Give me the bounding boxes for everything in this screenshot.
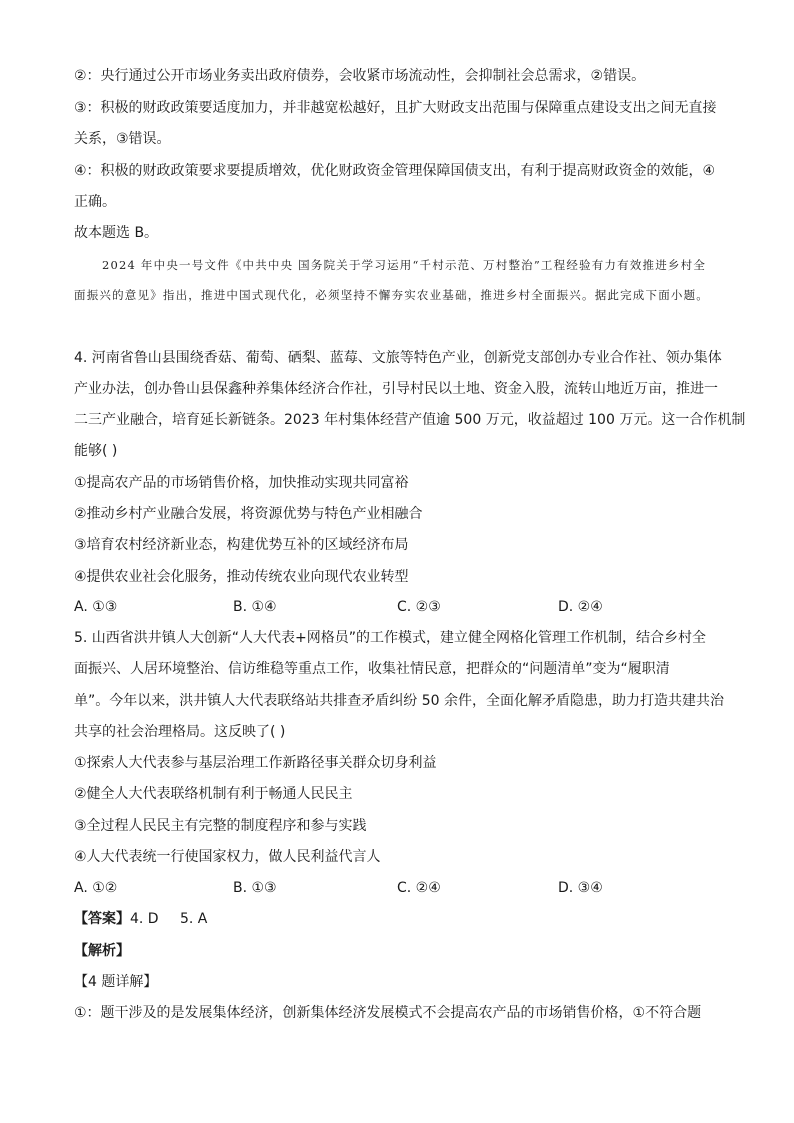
question-4-stem-line: 产业办法，创办鲁山县保鑫种养集体经济合作社，引导村民以土地、资金入股，流转山地近万亩，推进一	[74, 381, 718, 397]
question-5-stem-line: 共享的社会治理格局。这反映了( )	[74, 724, 286, 740]
answer-q4: 4. D	[130, 911, 159, 927]
answer-label: 【答案】	[74, 911, 130, 927]
question-5-stem-line: 单”。今年以来，洪井镇人大代表联络站共排查矛盾纠纷 50 余件，全面化解矛盾隐患，助力打造共建共治	[74, 693, 724, 709]
question-4-stem-line: 4. 河南省鲁山县围绕香菇、葡萄、硒梨、蓝莓、文旅等特色产业，创新党支部创办专业合作社、领办集体	[74, 350, 722, 366]
analysis-line: 正确。	[74, 194, 116, 210]
question-5-statement-4: ④人大代表统一行使国家权力，做人民利益代言人	[74, 849, 381, 865]
question-5-statement-1: ①探索人大代表参与基层治理工作新路径事关群众切身利益	[74, 755, 437, 771]
question-4-option-d: D. ②④	[558, 599, 603, 615]
question-4-statement-4: ④提供农业社会化服务，推动传统农业向现代农业转型	[74, 569, 409, 585]
question-5-option-b: B. ①③	[233, 880, 277, 896]
answer-q5: 5. A	[180, 911, 208, 927]
question-5-statement-3: ③全过程人民民主有完整的制度程序和参与实践	[74, 818, 367, 834]
question-5-stem-line: 面振兴、人居环境整治、信访维稳等重点工作，收集社情民意，把群众的“问题清单”变为“履职清	[74, 661, 670, 677]
question-4-statement-2: ②推动乡村产业融合发展，将资源优势与特色产业相融合	[74, 506, 423, 522]
question-5-statement-2: ②健全人大代表联络机制有利于畅通人民民主	[74, 786, 353, 802]
question-4-option-c: C. ②③	[397, 599, 441, 615]
question-4-stem-line: 能够( )	[74, 443, 118, 459]
question-5-option-d: D. ③④	[558, 880, 603, 896]
detail-label: 【4 题详解】	[74, 974, 158, 990]
question-5-option-c: C. ②④	[397, 880, 441, 896]
analysis-line: ③：积极的财政政策要适度加力，并非越宽松越好，且扩大财政支出范围与保障重点建设支出之间无直接	[74, 100, 717, 116]
material-intro-text: 2024 年中央一号文件《中共中央 国务院关于学习运用“千村示范、万村整治”工程经验有力有效推进乡村全面振兴的意见》指出，推进中国式现代化，必须坚持不懈夯实农业基础，推进乡村全面振兴。据此完成下面小题。	[74, 258, 709, 302]
analysis-line: ②：央行通过公开市场业务卖出政府债券，会收紧市场流动性，会抑制社会总需求，②错误。	[74, 68, 646, 84]
question-5-option-a: A. ①②	[74, 880, 118, 896]
analysis-label: 【解析】	[74, 943, 130, 959]
question-4-option-b: B. ①④	[233, 599, 277, 615]
question-4-stem-line: 二三产业融合，培育延长新链条。2023 年村集体经营产值逾 500 万元，收益超过 100 万元。这一合作机制	[74, 412, 746, 428]
material-intro	[74, 250, 718, 310]
question-5-stem-line: 5. 山西省洪井镇人大创新“人大代表+网格员”的工作模式，建立健全网格化管理工作机制，结合乡村全	[74, 630, 707, 646]
detail-line: ①：题干涉及的是发展集体经济，创新集体经济发展模式不会提高农产品的市场销售价格，①不符合题	[74, 1005, 702, 1021]
question-4-option-a: A. ①③	[74, 599, 118, 615]
question-4-statement-1: ①提高农产品的市场销售价格，加快推动实现共同富裕	[74, 475, 409, 491]
analysis-conclusion: 故本题选 B。	[74, 225, 159, 241]
question-4-statement-3: ③培育农村经济新业态，构建优势互补的区域经济布局	[74, 537, 409, 553]
analysis-line: ④：积极的财政政策要求要提质增效，优化财政资金管理保障国债支出，有利于提高财政资金的效能，④	[74, 163, 716, 179]
analysis-line: 关系，③错误。	[74, 131, 171, 147]
